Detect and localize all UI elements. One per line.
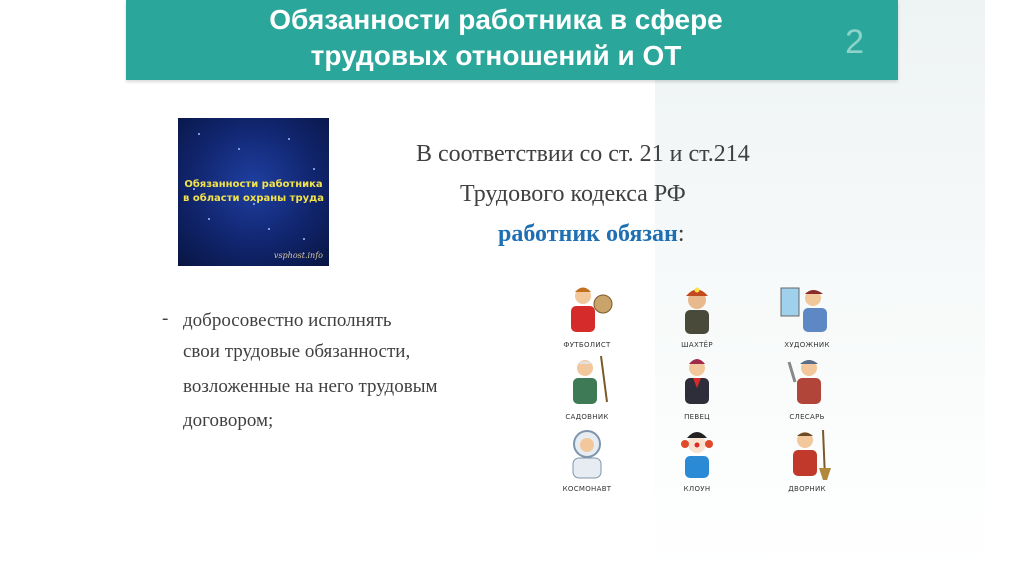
- mechanic-icon: [777, 352, 837, 412]
- slide-title-line1: Обязанности работника в сфере: [269, 4, 723, 35]
- profession-singer: [642, 352, 752, 427]
- footballer-icon: [557, 280, 617, 340]
- profession-label: КОСМОНАВТ: [562, 485, 612, 493]
- cosmonaut-icon: [557, 424, 617, 484]
- profession-label: ДВОРНИК: [788, 485, 826, 493]
- profession-footballer: [532, 280, 642, 355]
- duty-line4: договором;: [183, 410, 274, 431]
- intro-line2: Трудового кодекса РФ: [460, 181, 686, 207]
- profession-janitor: [752, 424, 862, 499]
- profession-label: ШАХТЁР: [681, 341, 713, 349]
- bullet-dash: -: [162, 308, 169, 329]
- miner-icon: [667, 280, 727, 340]
- profession-cosmonaut: [532, 424, 642, 499]
- singer-icon: [667, 352, 727, 412]
- profession-label: СЛЕСАРЬ: [789, 413, 825, 421]
- highlight-text: работник обязан: [498, 221, 678, 247]
- artist-icon: [777, 280, 837, 340]
- profession-label: ХУДОЖНИК: [784, 341, 830, 349]
- profession-label: КЛОУН: [683, 485, 711, 493]
- profession-label: ФУТБОЛИСТ: [563, 341, 611, 349]
- title-bar: [126, 0, 898, 80]
- profession-clown: [642, 424, 752, 499]
- slide-number: 2: [845, 23, 864, 61]
- poster-title-line2: в области охраны труда: [183, 193, 324, 204]
- clown-icon: [667, 424, 727, 484]
- profession-label: САДОВНИК: [565, 413, 609, 421]
- poster-title-line1: Обязанности работника: [184, 179, 323, 190]
- profession-gardener: [532, 352, 642, 427]
- highlight-colon: :: [677, 221, 685, 247]
- profession-artist: [752, 280, 862, 355]
- janitor-icon: [777, 424, 837, 484]
- profession-mechanic: [752, 352, 862, 427]
- profession-label: ПЕВЕЦ: [684, 413, 710, 421]
- profession-miner: [642, 280, 752, 355]
- poster-image: [178, 118, 329, 266]
- duty-line2: свои трудовые обязанности,: [183, 341, 411, 362]
- poster-watermark: vsphost.info: [273, 251, 323, 260]
- duty-line3: возложенные на него трудовым: [183, 376, 438, 397]
- slide-title-line2: трудовых отношений и ОТ: [310, 40, 682, 71]
- duty-line1: добросовестно исполнять: [183, 310, 392, 331]
- gardener-icon: [557, 352, 617, 412]
- intro-highlight: [498, 220, 685, 248]
- intro-line1: В соответствии со ст. 21 и ст.214: [416, 141, 750, 167]
